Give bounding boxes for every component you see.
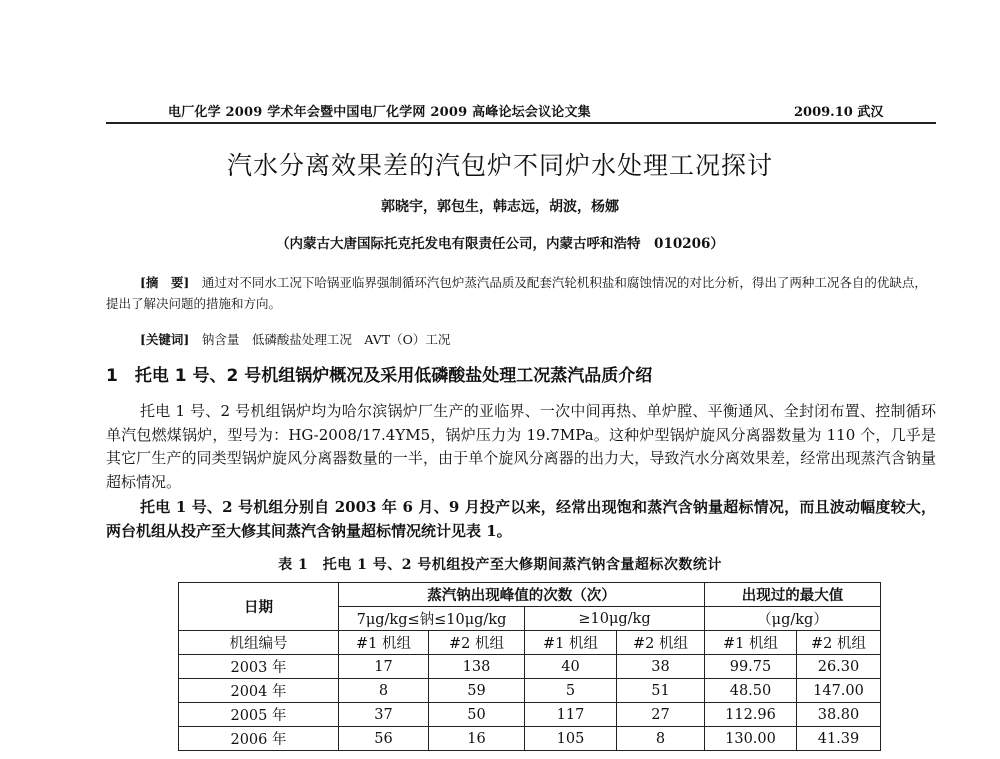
keywords-text: 钠含量 低磷酸盐处理工况 AVT（O）工况	[201, 332, 451, 347]
cell-value: 8	[339, 679, 429, 703]
header-unit2: #2 机组	[617, 631, 705, 655]
table-caption: 表 1 托电 1 号、2 号机组投产至大修期间蒸汽钠含量超标次数统计	[278, 557, 722, 573]
cell-value: 16	[429, 727, 525, 751]
table-header-row	[179, 583, 881, 607]
paper-title: 汽水分离效果差的汽包炉不同炉水处理工况探讨	[226, 151, 773, 180]
cell-value: 37	[339, 703, 429, 727]
header-unit1: #1 机组	[339, 631, 429, 655]
cell-value: 38.80	[797, 703, 881, 727]
abstract	[106, 272, 938, 314]
abstract-text: 通过对不同水工况下哈锅亚临界强制循环汽包炉蒸汽品质及配套汽轮机积盐和腐蚀情况的对比分析，得出了两种工况各自的优缺点，提出了解决问题的措施和方向。	[106, 275, 927, 311]
cell-value: 40	[525, 655, 617, 679]
running-header-right: 2009.10 武汉	[794, 105, 884, 120]
header-range-1: 7μg/kg≤钠≤10μg/kg	[339, 607, 525, 631]
header-range-2: ≥10μg/kg	[525, 607, 705, 631]
cell-value: 17	[339, 655, 429, 679]
cell-value: 138	[429, 655, 525, 679]
keywords	[140, 330, 450, 348]
body-paragraph-1: 托电 1 号、2 号机组锅炉均为哈尔滨锅炉厂生产的亚临界、一次中间再热、单炉膛、平衡通风、全封闭布置、控制循环单汽包燃煤锅炉，型号为：HG-2008/17.4YM5，锅炉压力为 19.7MPa。这种炉型锅炉旋风分离器数量为 110 个，几乎是其它厂生产的同类型锅炉旋风分离器数量的一半，由于单个旋风分离器的出力大，导致汽水分离效果差，经常出现蒸汽含钠量超标情况。	[106, 402, 936, 491]
header-unit1: #1 机组	[525, 631, 617, 655]
section-heading: 1 托电 1 号、2 号机组锅炉概况及采用低磷酸盐处理工况蒸汽品质介绍	[106, 366, 653, 386]
affiliation: （内蒙古大唐国际托克托发电有限责任公司，内蒙古呼和浩特 010206）	[276, 236, 724, 252]
abstract-label: [摘 要]	[140, 275, 190, 290]
header-unit1: #1 机组	[705, 631, 797, 655]
header-unit: 机组编号	[179, 631, 339, 655]
cell-value: 130.00	[705, 727, 797, 751]
cell-value: 99.75	[705, 655, 797, 679]
running-header-left: 电厂化学 2009 学术年会暨中国电厂化学网 2009 高峰论坛会议论文集	[168, 105, 591, 120]
cell-value: 8	[617, 727, 705, 751]
table-row	[179, 727, 881, 751]
cell-value: 26.30	[797, 655, 881, 679]
cell-year: 2003 年	[179, 655, 339, 679]
header-max-label: 出现过的最大值	[741, 587, 844, 604]
table-row	[179, 679, 881, 703]
body-paragraph-2: 托电 1 号、2 号机组分别自 2003 年 6 月、9 月投产以来，经常出现饱和蒸汽含钠量超标情况，而且波动幅度较大，两台机组从投产至大修其间蒸汽含钠量超标情况统计见表 1。	[106, 498, 936, 540]
header-max-unit: （μg/kg）	[705, 607, 881, 631]
header-rule	[106, 122, 936, 124]
cell-value: 56	[339, 727, 429, 751]
table-header-row	[179, 631, 881, 655]
header-count: 蒸汽钠出现峰值的次数（次）	[339, 583, 705, 607]
cell-year: 2005 年	[179, 703, 339, 727]
header-max	[705, 583, 881, 607]
cell-value: 5	[525, 679, 617, 703]
cell-value: 48.50	[705, 679, 797, 703]
cell-value: 41.39	[797, 727, 881, 751]
cell-year: 2006 年	[179, 727, 339, 751]
cell-value: 112.96	[705, 703, 797, 727]
header-unit2: #2 机组	[429, 631, 525, 655]
cell-value: 59	[429, 679, 525, 703]
cell-value: 117	[525, 703, 617, 727]
cell-value: 51	[617, 679, 705, 703]
cell-value: 147.00	[797, 679, 881, 703]
table-row	[179, 703, 881, 727]
author-list: 郭晓宇，郭包生，韩志远，胡波，杨娜	[381, 199, 619, 215]
cell-value: 27	[617, 703, 705, 727]
data-table	[178, 582, 881, 751]
cell-year: 2004 年	[179, 679, 339, 703]
header-date: 日期	[179, 583, 339, 631]
keywords-label: [关键词]	[140, 332, 190, 347]
cell-value: 38	[617, 655, 705, 679]
header-unit2: #2 机组	[797, 631, 881, 655]
cell-value: 105	[525, 727, 617, 751]
table-row	[179, 655, 881, 679]
cell-value: 50	[429, 703, 525, 727]
